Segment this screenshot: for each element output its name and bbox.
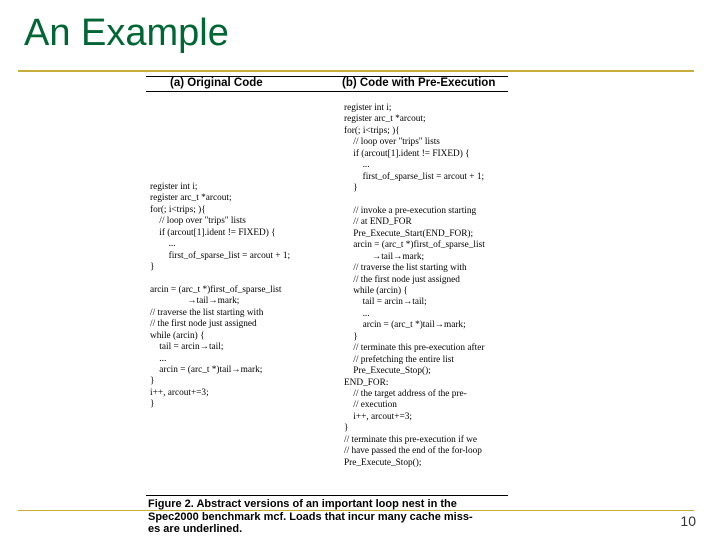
code-line: for(; i<trips; ){	[344, 125, 400, 136]
code-line: for(; i<trips; ){	[150, 204, 206, 215]
code-line: ...	[150, 239, 176, 250]
figure-heading-rule	[146, 91, 508, 92]
original-code-block	[150, 182, 290, 411]
title-underline	[18, 70, 694, 72]
code-line: first_of_sparse_list = arcout + 1;	[344, 171, 485, 182]
code-line: first_of_sparse_list = arcout + 1;	[150, 250, 291, 261]
code-line: }	[150, 399, 155, 410]
code-line: →tail→mark;	[344, 251, 425, 262]
code-line: if (arcout[1].ident != FIXED) {	[150, 227, 276, 238]
slide-title: An Example	[24, 12, 229, 54]
code-line: // at END_FOR	[344, 217, 412, 228]
code-line: register int i;	[150, 182, 198, 192]
code-line: // terminate this pre-execution if we	[344, 434, 477, 445]
code-line: arcin = (arc_t *)first_of_sparse_list	[150, 284, 282, 295]
code-line: }	[150, 262, 155, 273]
code-line: ...	[150, 353, 167, 364]
code-line: Pre_Execute_Stop();	[344, 457, 422, 468]
left-column-heading: (a) Original Code	[170, 77, 263, 89]
code-line: tail = arcin→tail;	[344, 297, 427, 308]
right-column-heading: (b) Code with Pre-Execution	[342, 77, 496, 89]
code-line: // terminate this pre-execution after	[344, 343, 485, 354]
code-line: i++, arcout+=3;	[150, 387, 209, 398]
code-line: register int i;	[344, 103, 392, 113]
code-line: // have passed the end of the for-loop	[344, 446, 482, 457]
code-line: arcin = (arc_t *)first_of_sparse_list	[344, 240, 485, 251]
code-line: // prefetching the entire list	[344, 354, 454, 365]
code-line	[344, 195, 485, 206]
code-line: arcin = (arc_t *)tail→mark;	[150, 365, 263, 375]
code-line: register arc_t *arcout;	[344, 114, 426, 125]
pre-execution-code-block	[344, 103, 485, 469]
code-line: // loop over "trips" lists	[344, 137, 440, 148]
code-line	[150, 274, 290, 285]
code-figure	[146, 74, 508, 538]
code-line: }	[150, 376, 155, 387]
code-line: END_FOR:	[344, 377, 389, 388]
page-number: 10	[680, 513, 696, 529]
code-line: // the target address of the pre-	[344, 388, 467, 399]
code-line: // invoke a pre-execution starting	[344, 205, 477, 216]
figure-caption-rule	[146, 495, 508, 496]
code-line: }	[344, 183, 358, 194]
code-line: Pre_Execute_Stop();	[344, 366, 431, 377]
caption-line: es are underlined.	[148, 523, 243, 535]
caption-line: Spec2000 benchmark mcf. Loads that incur many cache miss-	[148, 510, 473, 523]
code-line: // the first node just assigned	[344, 274, 460, 285]
code-line: Pre_Execute_Start(END_FOR);	[344, 228, 474, 239]
code-line: →tail→mark;	[150, 296, 240, 307]
code-line: ...	[344, 160, 370, 171]
code-line: }	[344, 423, 349, 434]
code-line: while (arcin) {	[150, 330, 205, 341]
footer-rule	[18, 510, 694, 511]
code-line: }	[344, 331, 358, 342]
code-line: if (arcout[1].ident != FIXED) {	[344, 148, 470, 159]
figure-caption	[148, 498, 506, 536]
code-line: i++, arcout+=3;	[344, 411, 412, 422]
code-line: tail = arcin→tail;	[150, 342, 224, 353]
code-line: // loop over "trips" lists	[150, 216, 246, 227]
code-line: // execution	[344, 400, 397, 411]
code-line: // traverse the list starting with	[150, 307, 264, 318]
code-line: arcin = (arc_t *)tail→mark;	[344, 320, 466, 331]
code-line: // traverse the list starting with	[344, 263, 467, 274]
code-line: ...	[344, 308, 370, 319]
code-line: // the first node just assigned	[150, 319, 257, 330]
code-line: while (arcin) {	[344, 286, 408, 296]
caption-line: Figure 2. Abstract versions of an important loop nest in the	[148, 498, 457, 510]
code-line: register arc_t *arcout;	[150, 193, 232, 204]
